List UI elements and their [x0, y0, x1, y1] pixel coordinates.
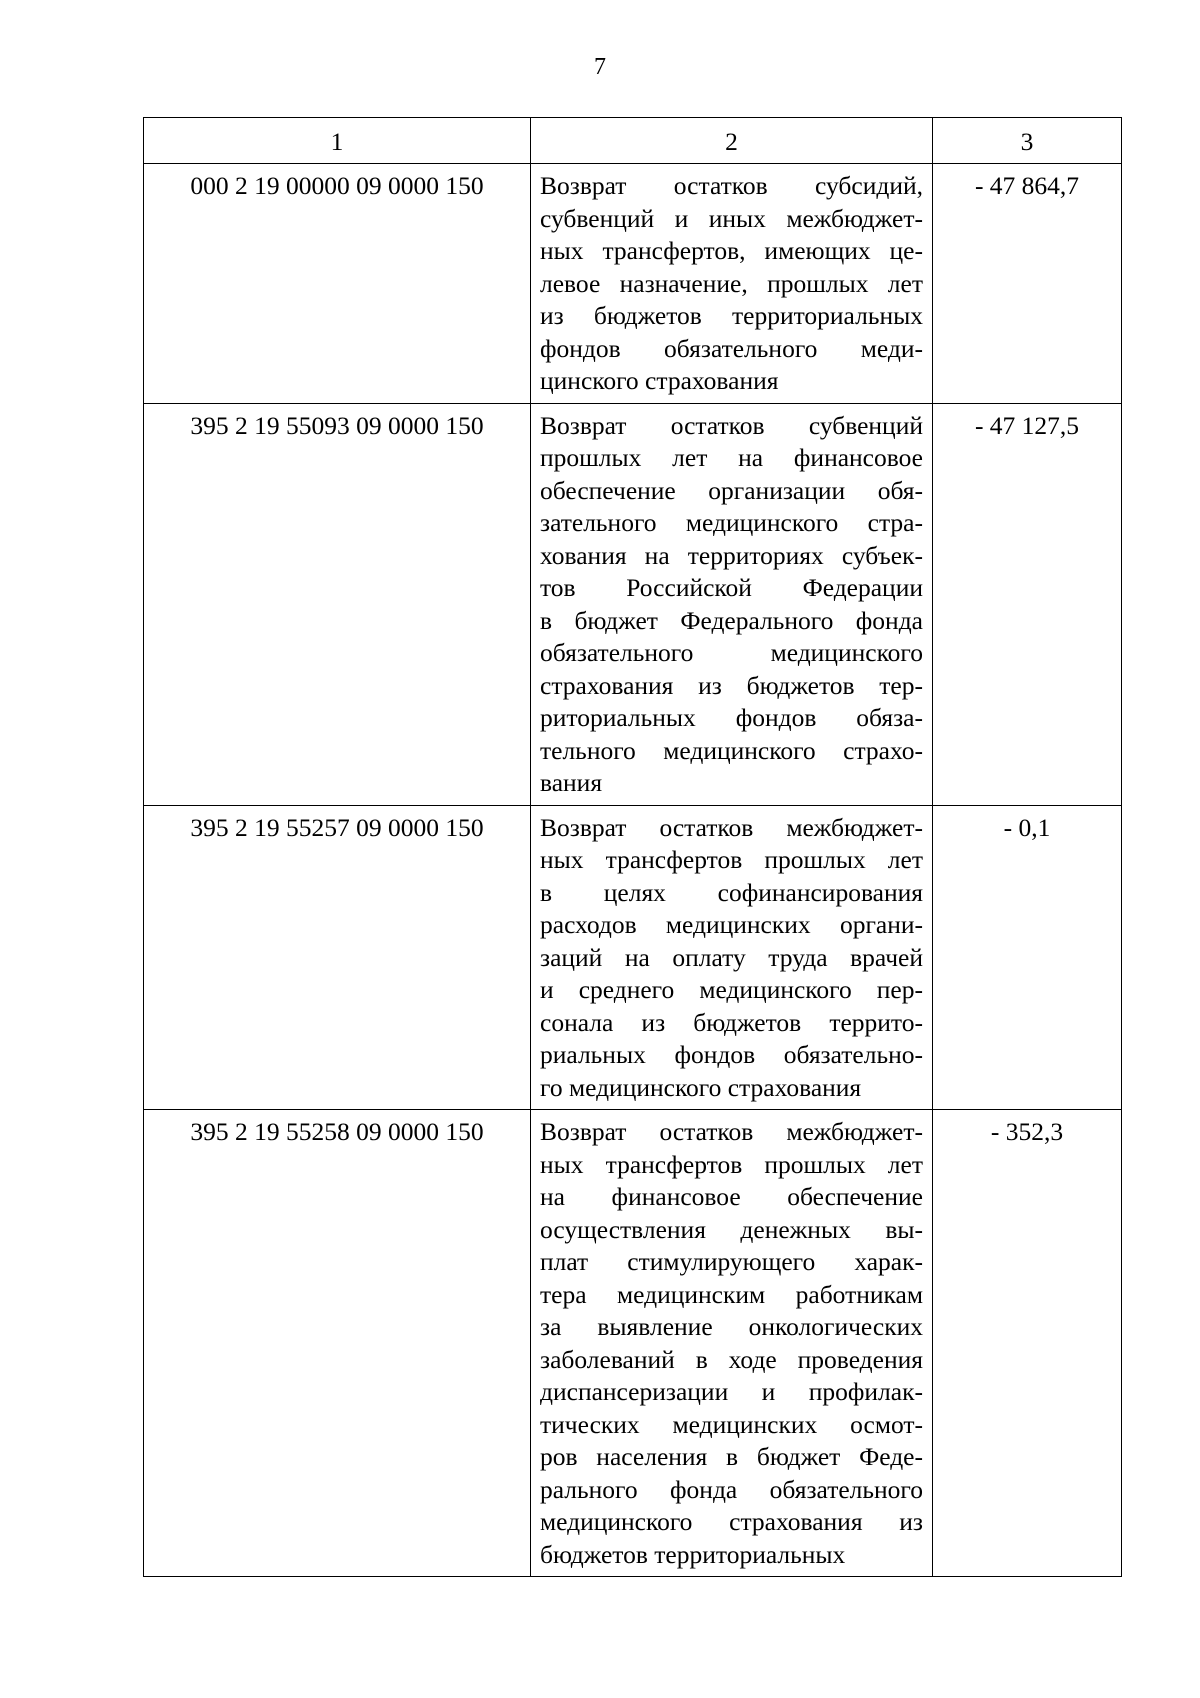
description-line: левое назначение, прошлых лет: [540, 268, 923, 298]
description-line: цинского страхования: [540, 366, 779, 395]
description-line: на финансовое обеспечение: [540, 1182, 923, 1211]
description-line: и среднего медицинского пер-: [540, 975, 923, 1004]
description-line: диспансеризации и профилак-: [540, 1377, 923, 1406]
description-line: Возврат остатков межбюджет-: [540, 1117, 923, 1146]
description-line: плат стимулирующего харак-: [540, 1247, 923, 1276]
description-cell: [531, 164, 933, 404]
description-line: Возврат остатков субсидий,: [540, 171, 923, 200]
column-header-description: 2: [531, 118, 933, 164]
budget-code-cell: 395 2 19 55257 09 0000 150: [144, 805, 531, 1110]
table-row: [144, 403, 1122, 805]
description-line: вания: [540, 768, 603, 797]
description-line: риториальных фондов обяза-: [540, 703, 923, 732]
description-line: ных трансфертов прошлых лет: [540, 845, 923, 874]
description-line: Возврат остатков межбюджет-: [540, 812, 923, 842]
description-cell: [531, 403, 933, 805]
description-line: тов Российской Федерации: [540, 573, 923, 602]
column-header-code: 1: [144, 118, 531, 164]
budget-table: [143, 117, 1122, 1577]
description-line: заций на оплату труда врачей: [540, 942, 923, 972]
table-row: [144, 805, 1122, 1110]
description-line: обеспечение организации обя-: [540, 475, 923, 505]
description-line: расходов медицинских органи-: [540, 910, 923, 939]
description-line: Возврат остатков субвенций: [540, 410, 923, 440]
description-line: рального фонда обязательного: [540, 1474, 923, 1504]
description-line: сонала из бюджетов террито-: [540, 1007, 923, 1037]
budget-code-cell: 395 2 19 55093 09 0000 150: [144, 403, 531, 805]
description-line: хования на территориях субъек-: [540, 540, 923, 570]
budget-code-cell: 000 2 19 00000 09 0000 150: [144, 164, 531, 404]
amount-cell: - 47 127,5: [933, 403, 1122, 805]
description-cell: [531, 1110, 933, 1577]
description-line: из бюджетов территориальных: [540, 301, 923, 330]
description-line: риальных фондов обязательно-: [540, 1040, 923, 1069]
description-line: в бюджет Федерального фонда: [540, 605, 923, 635]
description-line: ных трансфертов, имеющих це-: [540, 236, 923, 265]
amount-cell: - 47 864,7: [933, 164, 1122, 404]
description-line: в целях софинансирования: [540, 877, 923, 907]
budget-code-cell: 395 2 19 55258 09 0000 150: [144, 1110, 531, 1577]
description-line: медицинского страхования из: [540, 1507, 923, 1536]
description-cell: [531, 805, 933, 1110]
description-line: тических медицинских осмот-: [540, 1409, 923, 1439]
page-number: 7: [594, 54, 606, 80]
description-line: бюджетов территориальных: [540, 1539, 846, 1569]
description-line: заболеваний в ходе проведения: [540, 1344, 923, 1374]
description-line: за выявление онкологических: [540, 1312, 923, 1341]
description-line: прошлых лет на финансовое: [540, 443, 923, 472]
description-line: обязательного медицинского: [540, 638, 923, 667]
description-line: го медицинского страхования: [540, 1072, 862, 1102]
description-line: субвенций и иных межбюджет-: [540, 203, 923, 233]
description-line: осуществления денежных вы-: [540, 1214, 923, 1244]
description-line: ных трансфертов прошлых лет: [540, 1149, 923, 1179]
description-line: ров населения в бюджет Феде-: [540, 1442, 923, 1471]
table-row: [144, 164, 1122, 404]
table-row: [144, 1110, 1122, 1577]
column-header-amount: 3: [933, 118, 1122, 164]
description-line: фондов обязательного меди-: [540, 333, 923, 363]
description-line: зательного медицинского стра-: [540, 508, 923, 537]
table-header-row: [144, 118, 1122, 164]
description-line: тера медицинским работникам: [540, 1279, 923, 1309]
description-line: тельного медицинского страхо-: [540, 735, 923, 765]
amount-cell: - 352,3: [933, 1110, 1122, 1577]
description-line: страхования из бюджетов тер-: [540, 670, 923, 700]
amount-cell: - 0,1: [933, 805, 1122, 1110]
